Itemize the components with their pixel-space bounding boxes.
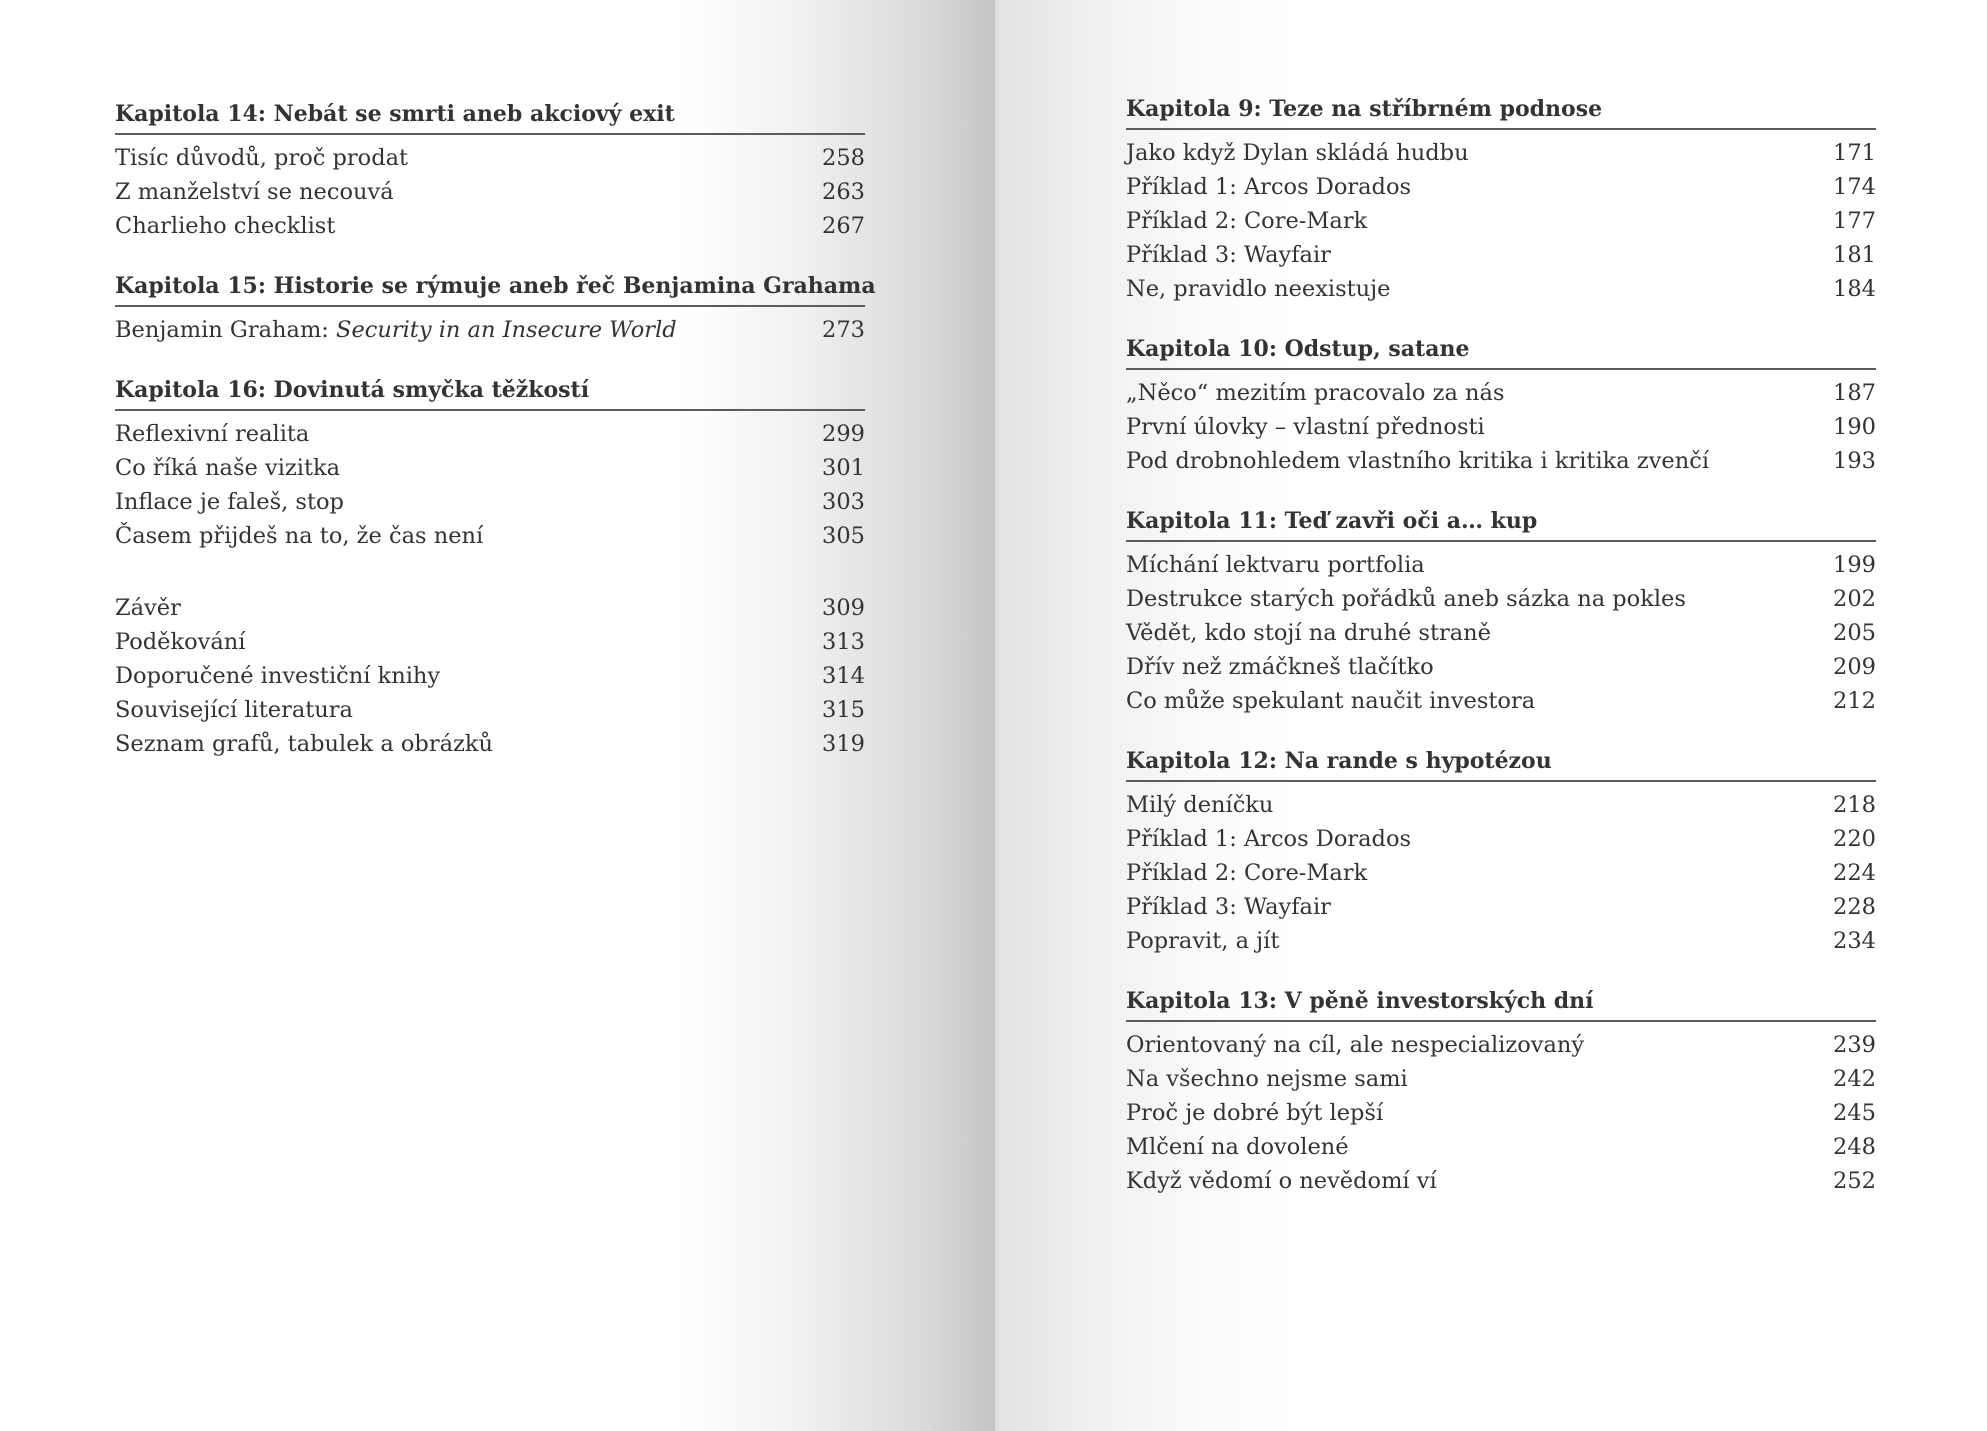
toc-entry [1126, 1130, 1876, 1164]
entry-page-number: 209 [1833, 654, 1876, 680]
toc-entry [1126, 444, 1876, 478]
entry-page-number: 258 [822, 145, 865, 171]
entry-page-number: 212 [1833, 688, 1876, 714]
entry-label: Destrukce starých pořádků aneb sázka na pokles [1126, 586, 1686, 612]
toc-entry [1126, 204, 1876, 238]
entry-label: Co říká naše vizitka [115, 455, 341, 481]
entry-page-number: 199 [1833, 552, 1876, 578]
toc-entry [1126, 924, 1876, 958]
chapter-15 [115, 269, 876, 347]
entry-page-number: 193 [1833, 448, 1876, 474]
entry-label: Příklad 3: Wayfair [1126, 894, 1331, 920]
chapter-title: Kapitola 15: Historie se rýmuje aneb řeč Benjamina Grahama [115, 269, 865, 307]
toc-entry [1126, 822, 1876, 856]
entry-label [115, 313, 677, 347]
toc-entry [115, 693, 865, 727]
chapter-title: Kapitola 11: Teď zavři oči a… kup [1126, 504, 1876, 542]
entry-label: Jako když Dylan skládá hudbu [1126, 140, 1469, 166]
entry-page-number: 177 [1833, 208, 1876, 234]
entry-page-number: 313 [822, 629, 865, 655]
entry-label: Tisíc důvodů, proč prodat [115, 145, 409, 171]
toc-entry [1126, 170, 1876, 204]
entry-page-number: 242 [1833, 1066, 1876, 1092]
entry-label: Příklad 1: Arcos Dorados [1126, 174, 1412, 200]
entry-page-number: 245 [1833, 1100, 1876, 1126]
entry-page-number: 202 [1833, 586, 1876, 612]
entry-label: Popravit, a jít [1126, 928, 1280, 954]
entry-page-number: 303 [822, 489, 865, 515]
entry-label: „Něco“ mezitím pracovalo za nás [1126, 380, 1505, 406]
entry-page-number: 190 [1833, 414, 1876, 440]
entry-label: Reflexivní realita [115, 421, 310, 447]
chapter-13 [1126, 984, 1876, 1198]
entry-page-number: 184 [1833, 276, 1876, 302]
back-matter [115, 591, 865, 761]
entry-page-number: 252 [1833, 1168, 1876, 1194]
entry-page-number: 171 [1833, 140, 1876, 166]
entry-label: Příklad 2: Core-Mark [1126, 860, 1368, 886]
toc-entry [115, 175, 865, 209]
toc-entry [1126, 1164, 1876, 1198]
entry-label: Příklad 3: Wayfair [1126, 242, 1331, 268]
toc-entry [1126, 272, 1876, 306]
entry-label: Dřív než zmáčkneš tlačítko [1126, 654, 1434, 680]
toc-entry [1126, 376, 1876, 410]
toc-entry [1126, 684, 1876, 718]
toc-entry [1126, 890, 1876, 924]
entry-label: Na všechno nejsme sami [1126, 1066, 1408, 1092]
entry-page-number: 239 [1833, 1032, 1876, 1058]
entry-page-number: 267 [822, 213, 865, 239]
chapter-16 [115, 373, 865, 553]
entry-page-number: 187 [1833, 380, 1876, 406]
entry-label: Doporučené investiční knihy [115, 663, 441, 689]
entry-label: Závěr [115, 595, 181, 621]
entry-label: První úlovky – vlastní přednosti [1126, 414, 1485, 440]
chapter-title: Kapitola 10: Odstup, satane [1126, 332, 1876, 370]
chapter-title: Kapitola 9: Teze na stříbrném podnose [1126, 92, 1876, 130]
toc-entry [1126, 238, 1876, 272]
toc-entry [1126, 616, 1876, 650]
chapter-11 [1126, 504, 1876, 718]
toc-entry [115, 209, 865, 243]
toc-entry [1126, 1028, 1876, 1062]
entry-page-number: 273 [822, 317, 865, 343]
toc-entry [115, 141, 865, 175]
entry-page-number: 224 [1833, 860, 1876, 886]
toc-entry [115, 417, 865, 451]
entry-page-number: 305 [822, 523, 865, 549]
chapter-10 [1126, 332, 1876, 478]
toc-entry [1126, 788, 1876, 822]
toc-entry [115, 451, 865, 485]
entry-label: Charlieho checklist [115, 213, 336, 239]
entry-label: Míchání lektvaru portfolia [1126, 552, 1425, 578]
entry-label: Mlčení na dovolené [1126, 1134, 1349, 1160]
entry-label: Seznam grafů, tabulek a obrázků [115, 731, 493, 757]
toc-left-column [115, 97, 876, 761]
chapter-title: Kapitola 13: V pěně investorských dní [1126, 984, 1876, 1022]
entry-label-italic-title: Security in an Insecure World [336, 317, 677, 343]
entry-label: Ne, pravidlo neexistuje [1126, 276, 1391, 302]
toc-entry [115, 727, 865, 761]
toc-right-column [1126, 92, 1876, 1224]
chapter-title: Kapitola 12: Na rande s hypotézou [1126, 744, 1876, 782]
toc-entry [115, 313, 865, 347]
toc-entry [115, 519, 865, 553]
entry-page-number: 218 [1833, 792, 1876, 818]
entry-page-number: 228 [1833, 894, 1876, 920]
entry-page-number: 315 [822, 697, 865, 723]
toc-entry [1126, 136, 1876, 170]
entry-label-plain: Benjamin Graham: [115, 317, 337, 343]
toc-entry [1126, 1096, 1876, 1130]
entry-page-number: 174 [1833, 174, 1876, 200]
toc-entry [115, 591, 865, 625]
toc-entry [115, 625, 865, 659]
entry-label: Orientovaný na cíl, ale nespecializovaný [1126, 1032, 1585, 1058]
toc-entry [1126, 410, 1876, 444]
entry-label: Příklad 1: Arcos Dorados [1126, 826, 1412, 852]
entry-page-number: 220 [1833, 826, 1876, 852]
book-spine [993, 0, 997, 1431]
chapter-14 [115, 97, 865, 243]
entry-label: Pod drobnohledem vlastního kritika i kritika zvenčí [1126, 448, 1710, 474]
toc-entry [115, 659, 865, 693]
entry-label: Proč je dobré být lepší [1126, 1100, 1384, 1126]
toc-entry [115, 485, 865, 519]
toc-entry [1126, 1062, 1876, 1096]
entry-label: Když vědomí o nevědomí ví [1126, 1168, 1437, 1194]
chapter-title: Kapitola 14: Nebát se smrti aneb akciový exit [115, 97, 865, 135]
chapter-12 [1126, 744, 1876, 958]
entry-page-number: 248 [1833, 1134, 1876, 1160]
chapter-9 [1126, 92, 1876, 306]
entry-page-number: 205 [1833, 620, 1876, 646]
entry-label: Co může spekulant naučit investora [1126, 688, 1536, 714]
entry-page-number: 263 [822, 179, 865, 205]
entry-label: Inflace je faleš, stop [115, 489, 344, 515]
entry-page-number: 309 [822, 595, 865, 621]
entry-label: Poděkování [115, 629, 246, 655]
entry-page-number: 301 [822, 455, 865, 481]
entry-page-number: 299 [822, 421, 865, 447]
entry-label: Z manželství se necouvá [115, 179, 394, 205]
entry-label: Příklad 2: Core-Mark [1126, 208, 1368, 234]
entry-page-number: 234 [1833, 928, 1876, 954]
toc-entry [1126, 582, 1876, 616]
entry-page-number: 314 [822, 663, 865, 689]
entry-label: Milý deníčku [1126, 792, 1274, 818]
chapter-title: Kapitola 16: Dovinutá smyčka těžkostí [115, 373, 865, 411]
toc-entry [1126, 856, 1876, 890]
entry-page-number: 181 [1833, 242, 1876, 268]
entry-label: Vědět, kdo stojí na druhé straně [1126, 620, 1491, 646]
toc-entry [1126, 548, 1876, 582]
entry-label: Časem přijdeš na to, že čas není [115, 523, 484, 549]
toc-entry [1126, 650, 1876, 684]
entry-label: Související literatura [115, 697, 353, 723]
entry-page-number: 319 [822, 731, 865, 757]
